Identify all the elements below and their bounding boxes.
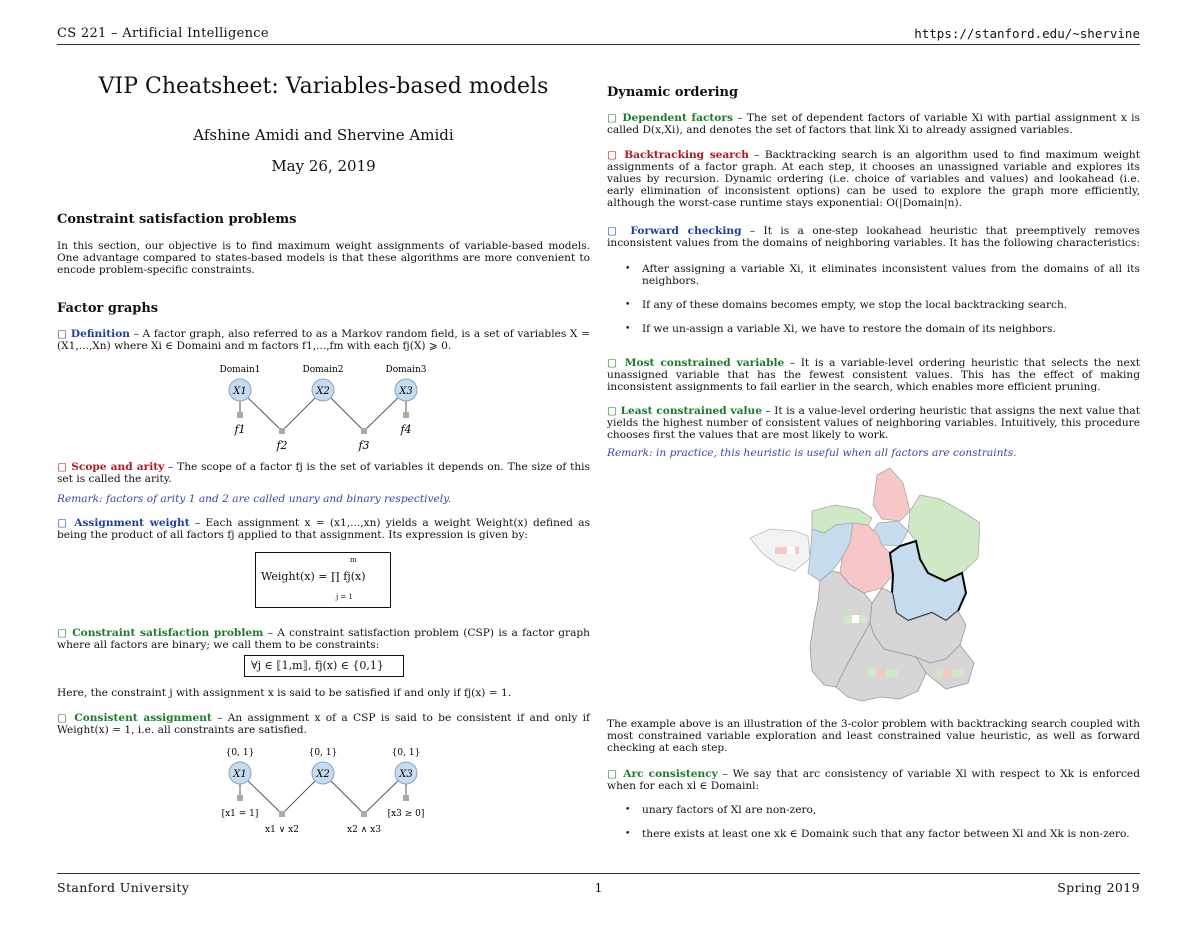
- forward-checking-list: [607, 263, 1140, 347]
- arc-consistency-paragraph: [607, 768, 1140, 792]
- domain-label: Domain2: [302, 365, 344, 375]
- variable-label: X3: [399, 769, 413, 780]
- checkbox-icon: ▢: [607, 225, 631, 237]
- lcv-paragraph: [607, 405, 1140, 441]
- factor-node: [279, 428, 285, 434]
- term: Spring 2019: [1057, 880, 1140, 895]
- variable-label: X3: [399, 386, 413, 397]
- variable-label: X2: [316, 769, 330, 780]
- backtracking-term: Backtracking search: [624, 149, 749, 161]
- lcv-text: – It is a value-level ordering heuristic that assigns the next value that yields the highest number of consistent values of neighboring variables. Intuitively, this procedure chooses first the values that are most likely to work.: [607, 405, 1140, 441]
- satisfied-text: Here, the constraint j with assignment x is said to be satisfied if and only if fj(x) = 1.: [57, 687, 512, 699]
- csp-intro: In this section, our objective is to find maximum weight assignments of variable-based models. One advantage compared to states-based models is that these algorithms are more convenient to encode problem-specific constraints.: [57, 240, 590, 276]
- domain-label: Domain3: [385, 365, 427, 375]
- heading-dynamic-ordering: Dynamic ordering: [607, 85, 739, 100]
- heading-csp: Constraint satisfaction problems: [57, 212, 297, 227]
- domain-marker: [852, 615, 859, 623]
- region-north: [873, 468, 910, 521]
- author-url[interactable]: https://stanford.edu/~shervine: [914, 26, 1140, 41]
- right-column: [607, 60, 1140, 866]
- checkbox-icon: ▢: [607, 768, 624, 780]
- factor-node: [361, 428, 367, 434]
- list-item: • If any of these domains becomes empty, we stop the local backtracking search.: [607, 299, 1140, 311]
- checkbox-icon: ▢: [57, 461, 72, 473]
- factor-node: [403, 795, 409, 801]
- constraint-formula: ∀j ∈ ⟦1,m⟧, fj(x) ∈ {0,1}: [251, 659, 384, 672]
- document-date: May 26, 2019: [271, 157, 376, 175]
- course-title: CS 221 – Artificial Intelligence: [57, 26, 269, 41]
- csp-term: Constraint satisfaction problem: [72, 627, 264, 639]
- scope-text: – The scope of a factor fj is the set of variables it depends on. The size of this set is called the arity.: [57, 461, 590, 485]
- csp-definition-text: – A constraint satisfaction problem (CSP) is a factor graph where all factors are binary; we call them to be constraints:: [57, 627, 590, 651]
- domain-marker: [787, 547, 795, 554]
- mcv-term: Most constrained variable: [624, 357, 785, 369]
- definition-paragraph: [57, 328, 590, 352]
- domain-label: {0, 1}: [308, 748, 338, 758]
- factor-label: [x1 = 1]: [221, 809, 259, 819]
- list-item: • If we un-assign a variable Xi, we have to restore the domain of its neighbors.: [607, 323, 1140, 335]
- variable-label: X1: [233, 386, 247, 397]
- lcv-term: Least constrained value: [620, 405, 762, 417]
- definition-term: Definition: [70, 328, 130, 340]
- consistent-term: Consistent assignment: [74, 712, 212, 724]
- weight-term: Assignment weight: [74, 517, 190, 529]
- variable-label: X1: [233, 769, 247, 780]
- variable-label: X2: [316, 386, 330, 397]
- consistent-paragraph: [57, 712, 590, 736]
- factor-label: [x3 ≥ 0]: [387, 809, 425, 819]
- list-item: • there exists at least one xk ∈ Domaink such that any factor between Xl and Xk is non-zero.: [607, 828, 1140, 840]
- factor-node: [237, 412, 243, 418]
- left-column: [57, 60, 590, 866]
- backtracking-paragraph: [607, 149, 1140, 209]
- product-lower: j = 1: [336, 593, 353, 601]
- france-map-figure: [740, 463, 980, 703]
- domain-marker: [876, 669, 886, 677]
- factor-label: x2 ∧ x3: [347, 825, 381, 835]
- domain-label: {0, 1}: [391, 748, 421, 758]
- factor-node: [403, 412, 409, 418]
- checkbox-icon: ▢: [607, 405, 621, 417]
- forward-checking-term: Forward checking: [630, 225, 742, 237]
- remark-arity: Remark: factors of arity 1 and 2 are called unary and binary respectively.: [57, 493, 452, 505]
- authors: Afshine Amidi and Shervine Amidi: [193, 126, 454, 144]
- definition-text: – A factor graph, also referred to as a Markov random field, is a set of variables X = (X1,...,Xn) where Xi ∈ Domaini and m factors f1,...,fm with each fj(X) ⩾ 0.: [57, 328, 590, 352]
- institution: Stanford University: [57, 880, 190, 895]
- heading-factor-graphs: Factor graphs: [57, 301, 159, 316]
- weight-formula: Weight(x) = ∏ fj(x): [261, 570, 366, 583]
- checkbox-icon: ▢: [607, 112, 623, 124]
- weight-paragraph: [57, 517, 590, 541]
- domain-marker: [943, 669, 952, 677]
- factor-label: f1: [234, 423, 246, 436]
- factor-graph-figure: [197, 363, 437, 463]
- factor-label: f4: [400, 423, 412, 436]
- page-footer: [57, 873, 1140, 904]
- csp-graph-figure: [197, 746, 457, 838]
- checkbox-icon: ▢: [607, 149, 625, 161]
- dependent-term: Dependent factors: [622, 112, 733, 124]
- remark-heuristic: Remark: in practice, this heuristic is useful when all factors are constraints.: [607, 447, 1017, 459]
- consistent-text: – An assignment x of a CSP is said to be consistent if and only if Weight(x) = 1, i.e. all constraints are satisfied.: [57, 712, 590, 736]
- forward-checking-paragraph: [607, 225, 1140, 249]
- scope-term: Scope and arity: [71, 461, 165, 473]
- forward-checking-text: – It is a one-step lookahead heuristic that preemptively removes inconsistent values from the domains of neighboring variables. It has the following characteristics:: [607, 225, 1140, 249]
- list-item: • After assigning a variable Xi, it eliminates inconsistent values from the domains of all its neighbors.: [607, 263, 1140, 287]
- dependent-text: – The set of dependent factors of variable Xi with partial assignment x is called D(x,Xi), and denotes the set of factors that link Xi to already assigned variables.: [607, 112, 1140, 136]
- page-header: [57, 26, 1140, 45]
- checkbox-icon: ▢: [57, 627, 73, 639]
- weight-text: – Each assignment x = (x1,...,xn) yields a weight Weight(x) defined as being the product of all factors fj applied to that assignment. Its expression is given by:: [57, 517, 590, 541]
- factor-node: [361, 811, 367, 817]
- list-item: • unary factors of Xl are non-zero,: [607, 804, 1140, 816]
- factor-label: x1 ∨ x2: [265, 825, 299, 835]
- arc-consistency-list: [607, 804, 1140, 852]
- factor-node: [279, 811, 285, 817]
- csp-definition-paragraph: [57, 627, 590, 651]
- page-number: 1: [594, 880, 603, 895]
- mcv-paragraph: [607, 357, 1140, 393]
- checkbox-icon: ▢: [57, 712, 75, 724]
- map-caption: The example above is an illustration of the 3-color problem with backtracking search coupled with most constrained variable exploration and least constrained value heuristic, as well as forward checking at each step.: [607, 718, 1140, 754]
- backtracking-text: – Backtracking search is an algorithm used to find maximum weight assignments of a factor graph. At each step, it chooses an unassigned variable and explores its values by recursion. Dynamic ordering (i.e. choice of variables and values) and lookahead (i.e. early elimination of inconsistent options) can be used to explore the graph more efficiently, although the worst-case runtime stays exponential: O(|Domain|n).: [607, 149, 1140, 209]
- constraint-formula-box: [244, 655, 404, 677]
- checkbox-icon: ▢: [57, 328, 71, 340]
- dependent-paragraph: [607, 112, 1140, 136]
- factor-label: f2: [276, 439, 288, 452]
- factor-node: [237, 795, 243, 801]
- checkbox-icon: ▢: [57, 517, 75, 529]
- domain-label: Domain1: [219, 365, 261, 375]
- weight-formula-box: [255, 552, 391, 608]
- factor-label: f3: [358, 439, 370, 452]
- scope-paragraph: [57, 461, 590, 485]
- arc-consistency-text: – We say that arc consistency of variable Xl with respect to Xk is enforced when for each xl ∈ Domainl:: [607, 768, 1140, 792]
- mcv-text: – It is a variable-level ordering heuristic that selects the next unassigned variable that has the fewest consistent values. This has the effect of making inconsistent assignments to fail earlier in the search, which enables more efficient pruning.: [607, 357, 1140, 393]
- arc-consistency-term: Arc consistency: [623, 768, 718, 780]
- domain-label: {0, 1}: [225, 748, 255, 758]
- checkbox-icon: ▢: [607, 357, 625, 369]
- document-title: VIP Cheatsheet: Variables-based models: [98, 74, 549, 99]
- product-upper: m: [350, 556, 357, 564]
